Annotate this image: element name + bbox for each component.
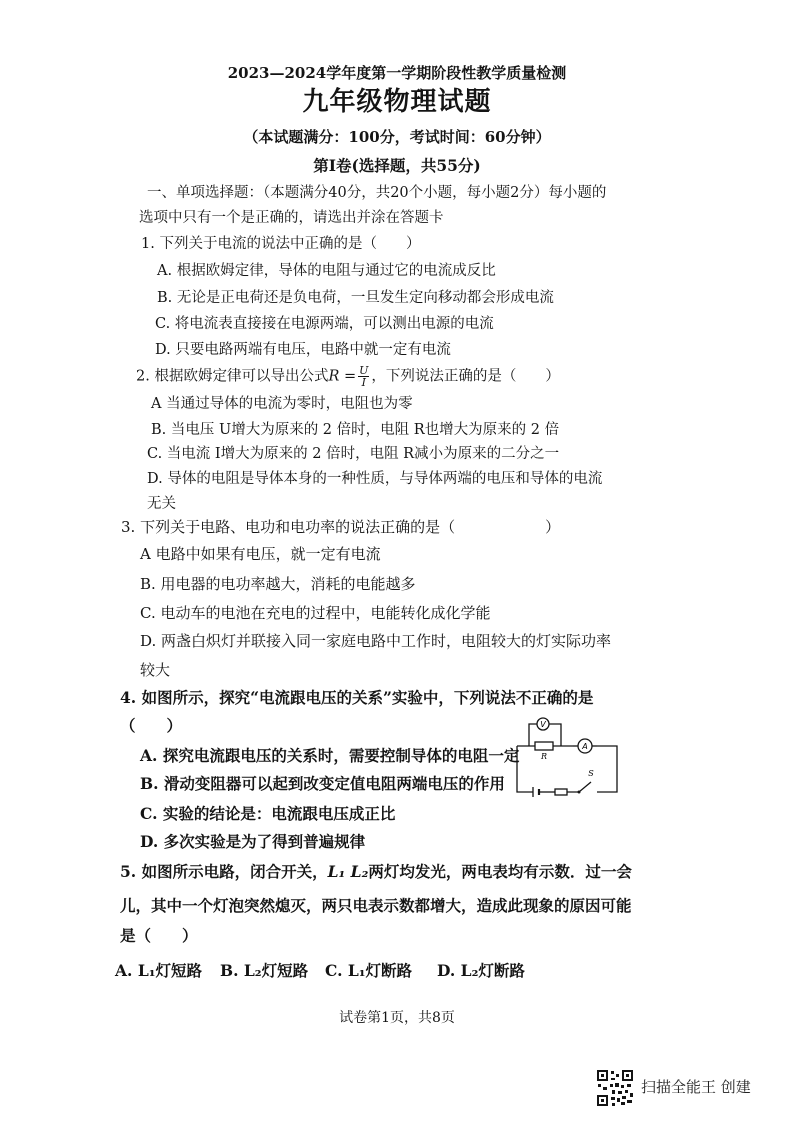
scanner-watermark: 扫描全能王 创建 — [641, 1078, 751, 1096]
q4-option-c: C. 实验的结论是：电流跟电压成正比 — [140, 804, 396, 823]
circuit-wire-left — [517, 746, 533, 792]
section-instruction-line1: 一、单项选择题：（本题满分40分，共20个小题，每小题2分）每小题的 — [147, 185, 607, 201]
q5-option-b: B. L₂灯短路 — [220, 961, 309, 980]
q2-option-a: A 当通过导体的电流为零时，电阻也为零 — [151, 396, 413, 412]
q2-option-d-line2: 无关 — [147, 496, 176, 512]
q2-stem-pre: 2. 根据欧姆定律可以导出公式 — [136, 368, 329, 385]
circuit-wire-right — [597, 746, 617, 792]
q5-option-d: D. L₂灯断路 — [437, 961, 525, 980]
circuit-wire-volt-left — [529, 724, 537, 746]
q1-stem: 1. 下列关于电流的说法中正确的是（ ） — [141, 236, 421, 252]
q3-option-a: A 电路中如果有电压，就一定有电流 — [140, 545, 381, 563]
q2-option-c: C. 当电流 I增大为原来的 2 倍时，电阻 R减小为原来的二分之一 — [147, 446, 560, 462]
section-instruction-line2: 选项中只有一个是正确的，请选出并涂在答题卡 — [139, 210, 444, 226]
qr-code-icon — [596, 1069, 634, 1107]
q1-option-c: C. 将电流表直接接在电源两端，可以测出电源的电流 — [155, 316, 494, 332]
q4-option-b: B. 滑动变阻器可以起到改变定值电阻两端电压的作用 — [140, 774, 505, 793]
exam-note: （本试题满分：100分，考试时间：60分钟） — [243, 128, 551, 146]
q1-option-a: A. 根据欧姆定律，导体的电阻与通过它的电流成反比 — [157, 263, 496, 279]
q5-lamps: L₁ L₂ — [327, 862, 369, 881]
q1-option-b: B. 无论是正电荷还是负电荷，一旦发生定向移动都会形成电流 — [157, 290, 554, 306]
switch-label: S — [588, 769, 594, 778]
exam-title: 九年级物理试题 — [302, 87, 492, 117]
page-footer: 试卷第1页，共8页 — [339, 1010, 455, 1026]
q3-option-c: C. 电动车的电池在充电的过程中，电能转化成化学能 — [140, 604, 491, 622]
switch-contact — [578, 791, 581, 794]
q2-formula-fraction — [358, 365, 369, 388]
rheostat-symbol — [555, 789, 567, 795]
q2-stem-post: ，下列说法正确的是（ ） — [371, 368, 560, 385]
q2-formula-denominator: I — [361, 376, 366, 389]
q3-option-d-line1: D. 两盏白炽灯并联接入同一家庭电路中工作时，电阻较大的灯实际功率 — [140, 632, 612, 650]
voltmeter-label: V — [540, 720, 546, 729]
q4-circuit-diagram — [505, 712, 625, 802]
q3-option-b: B. 用电器的电功率越大，消耗的电能越多 — [140, 575, 416, 593]
q4-option-d: D. 多次实验是为了得到普遍规律 — [140, 832, 366, 851]
ammeter-label: A — [582, 742, 588, 751]
q4-stem-line2: （ ） — [120, 716, 183, 735]
q5-option-c: C. L₁灯断路 — [325, 961, 413, 980]
q1-option-d: D. 只要电路两端有电压，电路中就一定有电流 — [155, 342, 451, 358]
q2-option-b: B. 当电压 U增大为原来的 2 倍时，电阻 R也增大为原来的 2 倍 — [151, 422, 560, 438]
q3-option-d-line2: 较大 — [140, 661, 171, 679]
q5-option-a: A. L₁灯短路 — [115, 961, 203, 980]
exam-header: 2023—2024学年度第一学期阶段性教学质量检测 — [227, 64, 567, 82]
resistor-label: R — [540, 752, 548, 761]
q5-stem-post: 两灯均发光，两电表均有示数．过一会 — [368, 862, 632, 881]
q4-stem-line1: 4. 如图所示，探究“电流跟电压的关系”实验中，下列说法不正确的是 — [120, 688, 594, 707]
q3-stem: 3. 下列关于电路、电功和电功率的说法正确的是（ ） — [121, 518, 561, 536]
resistor-symbol — [535, 742, 553, 750]
q4-option-a: A. 探究电流跟电压的关系时，需要控制导体的电阻一定 — [140, 746, 520, 765]
q2-stem — [136, 365, 560, 388]
q5-stem-pre: 5. 如图所示电路，闭合开关， — [120, 862, 328, 881]
q5-stem-line1 — [120, 864, 632, 880]
circuit-wire-volt-right — [549, 724, 561, 746]
q5-stem-line2: 儿，其中一个灯泡突然熄灭，两只电表示数都增大，造成此现象的原因可能 — [120, 896, 632, 915]
part-title: 第Ⅰ卷(选择题，共55分) — [313, 156, 481, 175]
q2-option-d-line1: D. 导体的电阻是导体本身的一种性质，与导体两端的电压和导体的电流 — [147, 471, 603, 487]
q5-stem-line3: 是（ ） — [120, 926, 198, 945]
q2-formula-lhs: R = — [328, 368, 357, 385]
q2-formula-numerator: U — [359, 364, 369, 377]
